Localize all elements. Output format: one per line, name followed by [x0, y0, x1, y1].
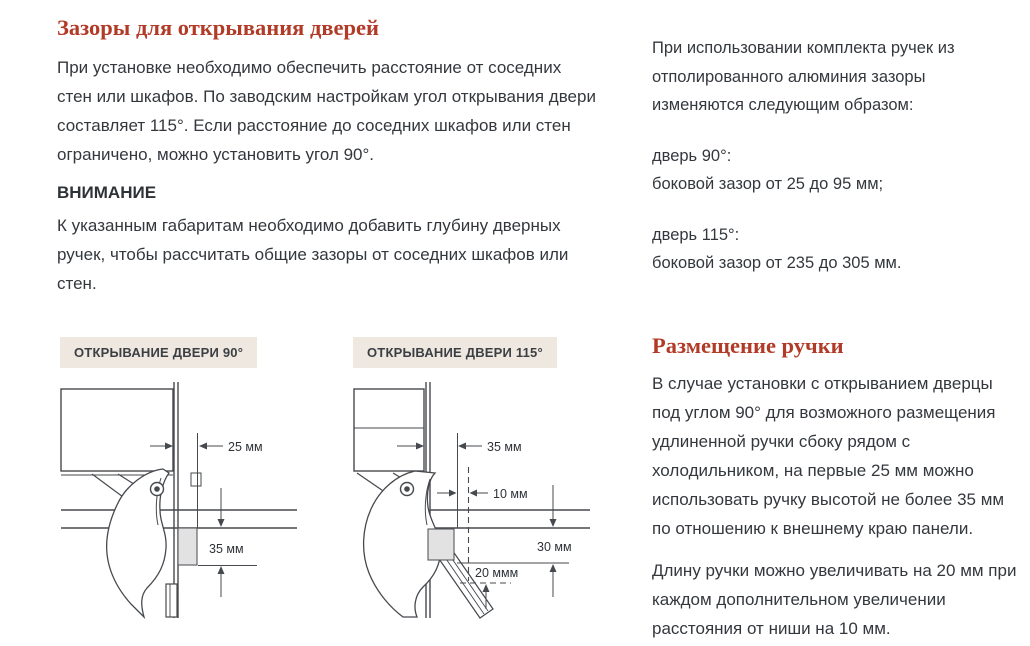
arrow-down-icon [550, 519, 557, 527]
spacer-block-115 [428, 529, 454, 560]
warning-paragraph: К указанным габаритам необходимо добавить глубину дверных ручек, чтобы рассчитать общие зазоры от соседних шкафов или стен. [57, 216, 569, 294]
spec-door-115-value: боковой зазор от 235 до 305 мм. [652, 254, 902, 272]
handles-paragraph: При использовании комплекта ручек из отполированного алюминия зазоры изменяются следующим образом: [652, 39, 955, 114]
arrow-right-icon [449, 490, 457, 497]
right-column-top [652, 34, 1020, 278]
handle-length-paragraph: Длину ручки можно увеличивать на 20 мм при каждом дополнительном увеличении расстояния от ниши на 10 мм. [652, 561, 1017, 639]
dim-35mm-label: 35 мм [209, 542, 244, 556]
cabinet-115 [354, 389, 424, 471]
diagram-door-90 [60, 337, 298, 619]
right-column-bottom [652, 332, 1020, 643]
spec-door-115-title: дверь 115°: [652, 225, 740, 244]
diagram-115-label: ОТКРЫВАНИЕ ДВЕРИ 115° [353, 337, 557, 368]
dim-25mm-label: 25 мм [228, 440, 263, 454]
page-title: Зазоры для открывания дверей [57, 15, 379, 40]
spacer-block-90 [178, 528, 197, 565]
arrow-up-icon [483, 584, 490, 592]
spec-door-90-title: дверь 90°: [652, 146, 732, 165]
dim-35mm-label: 35 мм [487, 440, 522, 454]
dim-30mm-label: 30 мм [537, 540, 572, 554]
dim-10mm-label: 10 мм [493, 487, 528, 501]
handle-placement-title: Размещение ручки [652, 333, 844, 358]
arrow-up-icon [550, 564, 557, 572]
handle-placement-paragraph: В случае установки с открыванием дверцы под углом 90° для возможного размещения удлиненной ручки сбоку рядом с холодильником, на первые 25 мм можно использовать ручку высотой не более 35 мм по отношению к внешнему краю панели. [652, 374, 1005, 539]
arrow-left-icon [470, 490, 478, 497]
diagram-90-label: ОТКРЫВАНИЕ ДВЕРИ 90° [60, 337, 257, 368]
diagram-115-drawing [353, 381, 591, 619]
spec-door-115 [652, 221, 1020, 278]
cabinet-90 [61, 389, 173, 471]
diagram-door-115 [353, 337, 591, 619]
arrow-left-icon [199, 443, 207, 450]
arrow-left-icon [458, 443, 466, 450]
arrow-up-icon [218, 566, 225, 574]
diagram-90-drawing [60, 381, 298, 619]
left-column [57, 14, 597, 298]
spec-door-90-value: боковой зазор от 25 до 95 мм; [652, 175, 884, 193]
dim-20mm-label: 20 ммм [475, 566, 519, 580]
intro-paragraph: При установке необходимо обеспечить расстояние от соседних стен или шкафов. По заводским настройкам угол открывания двери составляет 115°. Если расстояние до соседних шкафов или стен ограничено, можно установить угол 90°. [57, 58, 596, 165]
warning-heading: ВНИМАНИЕ [57, 183, 157, 203]
arrow-down-icon [218, 519, 225, 527]
spec-door-90 [652, 142, 1020, 199]
